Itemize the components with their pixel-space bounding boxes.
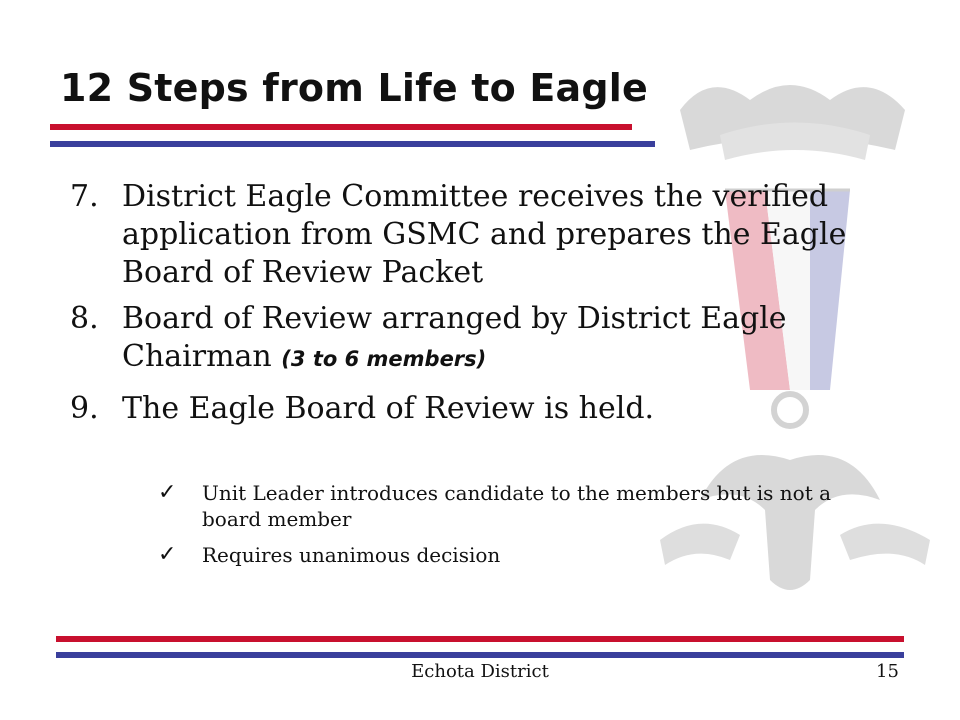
sub-bullet bbox=[158, 480, 878, 532]
slide-title: 12 Steps from Life to Eagle bbox=[60, 66, 648, 110]
step-item bbox=[70, 390, 930, 428]
step-note-open: ( bbox=[281, 347, 291, 371]
footer-divider-blue bbox=[56, 652, 904, 658]
step-text: District Eagle Committee receives the verified application from GSMC and prepares the Eagle Board of Review Packet bbox=[122, 179, 847, 290]
step-text: Board of Review arranged by District Eagle Chairman bbox=[122, 301, 787, 374]
footer-text: Echota District bbox=[411, 661, 549, 682]
sub-bullet-list bbox=[158, 480, 878, 568]
page-number: 15 bbox=[876, 661, 899, 682]
step-number: 9. bbox=[70, 391, 99, 426]
step-number: 7. bbox=[70, 179, 99, 214]
check-icon: ✓ bbox=[158, 542, 177, 567]
check-icon: ✓ bbox=[158, 480, 177, 505]
sub-bullet-text: Requires unanimous decision bbox=[202, 543, 501, 567]
step-text: The Eagle Board of Review is held. bbox=[122, 391, 655, 426]
sub-bullet bbox=[158, 542, 878, 568]
step-item bbox=[70, 300, 930, 378]
title-divider-red bbox=[50, 124, 632, 130]
step-item bbox=[70, 178, 930, 292]
footer-divider-red bbox=[56, 636, 904, 642]
step-number: 8. bbox=[70, 301, 99, 336]
steps-list bbox=[70, 178, 930, 428]
sub-bullet-text: Unit Leader introduces candidate to the members but is not a board member bbox=[202, 481, 832, 531]
title-divider-blue bbox=[50, 141, 655, 147]
step-note: 3 to 6 members bbox=[290, 347, 477, 371]
step-note-close: ) bbox=[476, 347, 487, 371]
